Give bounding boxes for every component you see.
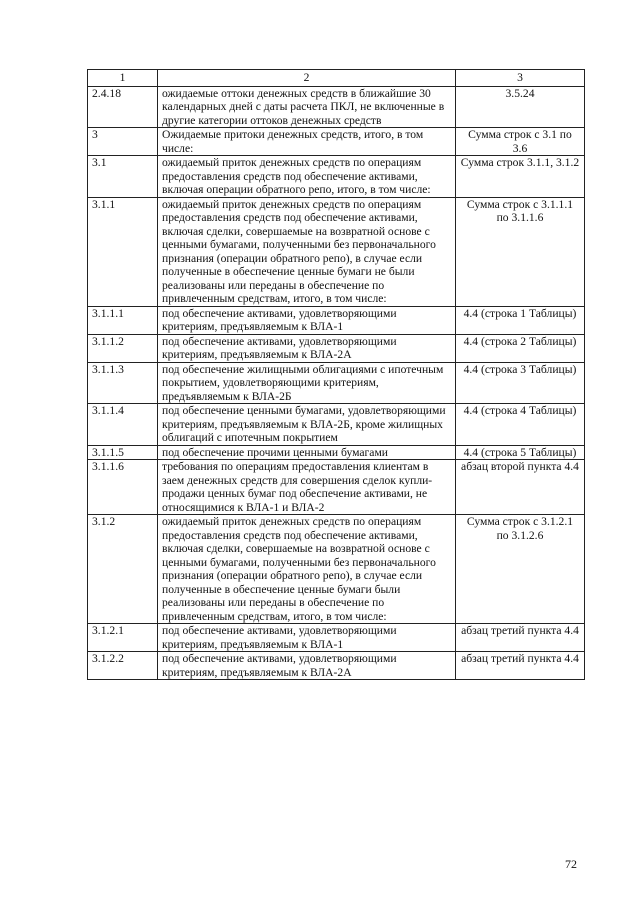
row-reference: 3.5.24	[456, 86, 585, 128]
row-reference: Сумма строк с 3.1 по 3.6	[456, 128, 585, 156]
row-reference: абзац второй пункта 4.4	[456, 460, 585, 515]
row-number: 3.1	[88, 156, 158, 198]
row-reference: 4.4 (строка 2 Таблицы)	[456, 334, 585, 362]
row-reference: Сумма строк 3.1.1, 3.1.2	[456, 156, 585, 198]
row-number: 3	[88, 128, 158, 156]
row-description: под обеспечение активами, удовлетворяющими критериям, предъявляемым к ВЛА-1	[158, 306, 456, 334]
table-row	[88, 362, 585, 404]
row-reference: Сумма строк с 3.1.2.1 по 3.1.2.6	[456, 515, 585, 624]
column-header-description: 2	[158, 70, 456, 87]
row-reference: 4.4 (строка 4 Таблицы)	[456, 404, 585, 446]
table-row	[88, 128, 585, 156]
table-row	[88, 306, 585, 334]
row-number: 2.4.18	[88, 86, 158, 128]
row-description: требования по операциям предоставления клиентам в заем денежных средств для совершения сделок купли-продажи ценных бумаг под обеспечение активами, не относящимися к ВЛА-1 и ВЛА-2	[158, 460, 456, 515]
row-reference: абзац третий пункта 4.4	[456, 624, 585, 652]
row-description: под обеспечение ценными бумагами, удовлетворяющими критериям, предъявляемым к ВЛА-2Б, кроме жилищных облигаций с ипотечным покрытием	[158, 404, 456, 446]
column-header-reference: 3	[456, 70, 585, 87]
row-description: ожидаемый приток денежных средств по операциям предоставления средств под обеспечение активами, включая операции обратного репо, итого, в том числе:	[158, 156, 456, 198]
row-reference: абзац третий пункта 4.4	[456, 652, 585, 680]
row-number: 3.1.1.6	[88, 460, 158, 515]
row-number: 3.1.1.5	[88, 445, 158, 460]
row-reference: 4.4 (строка 5 Таблицы)	[456, 445, 585, 460]
table-header-row	[88, 70, 585, 87]
table-row	[88, 460, 585, 515]
table-row	[88, 624, 585, 652]
row-number: 3.1.2	[88, 515, 158, 624]
row-reference: 4.4 (строка 3 Таблицы)	[456, 362, 585, 404]
row-number: 3.1.1.1	[88, 306, 158, 334]
table-row	[88, 156, 585, 198]
page-number: 72	[565, 857, 577, 871]
table-row	[88, 445, 585, 460]
row-description: под обеспечение активами, удовлетворяющими критериям, предъявляемым к ВЛА-2А	[158, 334, 456, 362]
table-row	[88, 197, 585, 306]
row-reference: 4.4 (строка 1 Таблицы)	[456, 306, 585, 334]
row-number: 3.1.2.2	[88, 652, 158, 680]
table-row	[88, 652, 585, 680]
row-number: 3.1.1.3	[88, 362, 158, 404]
row-description: ожидаемые оттоки денежных средств в ближайшие 30 календарных дней с даты расчета ПКЛ, не включенные в другие категории оттоков денежных средств	[158, 86, 456, 128]
row-number: 3.1.2.1	[88, 624, 158, 652]
table-row	[88, 334, 585, 362]
row-number: 3.1.1	[88, 197, 158, 306]
row-description: под обеспечение активами, удовлетворяющими критериям, предъявляемым к ВЛА-1	[158, 624, 456, 652]
row-description: ожидаемый приток денежных средств по операциям предоставления средств под обеспечение активами, включая сделки, совершаемые на возвратной основе с ценными бумагами, полученными без первоначального признания (операции обратного репо), в случае если полученные в обеспечение ценные бумаги не были реализованы или переданы в обеспечение по привлеченным средствам, итого, в том числе:	[158, 197, 456, 306]
row-description: ожидаемый приток денежных средств по операциям предоставления средств под обеспечение активами, включая сделки, совершаемые на возвратной основе с ценными бумагами, полученными без первоначального признания (операции обратного репо), в случае если полученные в обеспечение ценные бумаги были реализованы или переданы в обеспечение по привлеченным средствам, итого, в том числе:	[158, 515, 456, 624]
row-number: 3.1.1.4	[88, 404, 158, 446]
row-description: под обеспечение жилищными облигациями с ипотечным покрытием, удовлетворяющими критериям, предъявляемым к ВЛА-2Б	[158, 362, 456, 404]
row-description: под обеспечение активами, удовлетворяющими критериям, предъявляемым к ВЛА-2А	[158, 652, 456, 680]
column-header-number: 1	[88, 70, 158, 87]
row-number: 3.1.1.2	[88, 334, 158, 362]
row-reference: Сумма строк с 3.1.1.1 по 3.1.1.6	[456, 197, 585, 306]
table-row	[88, 515, 585, 624]
requirements-table	[87, 69, 585, 680]
table-row	[88, 404, 585, 446]
row-description: под обеспечение прочими ценными бумагами	[158, 445, 456, 460]
table-row	[88, 86, 585, 128]
row-description: Ожидаемые притоки денежных средств, итого, в том числе:	[158, 128, 456, 156]
